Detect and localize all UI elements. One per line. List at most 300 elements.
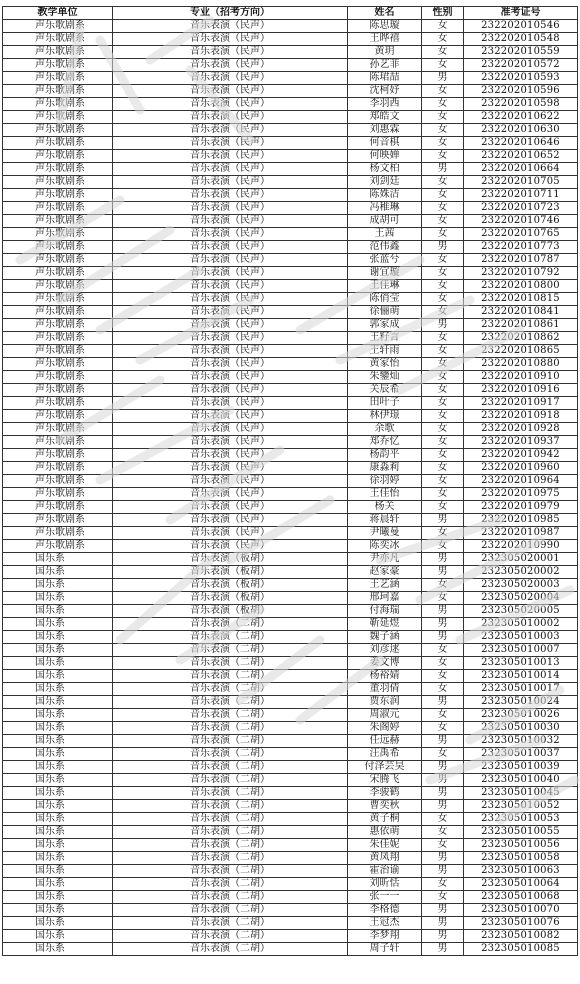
unit-cell: 声乐歌剧系	[3, 176, 113, 189]
exam-number-cell: 232202010711	[464, 189, 578, 202]
name-cell: 靳延煜	[348, 618, 422, 631]
exam-number-cell: 232202010990	[464, 540, 578, 553]
name-cell: 魏子涵	[348, 631, 422, 644]
major-cell: 音乐表演（民声）	[113, 20, 348, 33]
major-cell: 音乐表演（二胡）	[113, 657, 348, 670]
unit-cell: 声乐歌剧系	[3, 475, 113, 488]
unit-cell: 声乐歌剧系	[3, 72, 113, 85]
unit-cell: 国乐系	[3, 865, 113, 878]
table-row	[3, 137, 578, 150]
gender-cell: 男	[422, 774, 464, 787]
unit-cell: 声乐歌剧系	[3, 98, 113, 111]
major-cell: 音乐表演（板胡）	[113, 579, 348, 592]
unit-cell: 声乐歌剧系	[3, 241, 113, 254]
unit-cell: 声乐歌剧系	[3, 501, 113, 514]
table-row	[3, 46, 578, 59]
exam-number-cell: 232202010942	[464, 449, 578, 462]
unit-cell: 声乐歌剧系	[3, 254, 113, 267]
name-cell: 何音棋	[348, 137, 422, 150]
name-cell: 宋腾飞	[348, 774, 422, 787]
major-cell: 音乐表演（二胡）	[113, 904, 348, 917]
exam-number-cell: 232305010063	[464, 865, 578, 878]
unit-cell: 国乐系	[3, 644, 113, 657]
table-row	[3, 670, 578, 683]
name-cell: 尹曦曼	[348, 527, 422, 540]
unit-cell: 国乐系	[3, 800, 113, 813]
exam-number-cell: 232305010082	[464, 930, 578, 943]
table-row	[3, 917, 578, 930]
exam-number-cell: 232305010064	[464, 878, 578, 891]
unit-cell: 国乐系	[3, 735, 113, 748]
table-row	[3, 709, 578, 722]
name-cell: 周子轩	[348, 943, 422, 956]
table-row	[3, 189, 578, 202]
exam-number-cell: 232202010598	[464, 98, 578, 111]
major-cell: 音乐表演（民声）	[113, 514, 348, 527]
table-row	[3, 865, 578, 878]
gender-cell: 女	[422, 826, 464, 839]
major-cell: 音乐表演（二胡）	[113, 644, 348, 657]
unit-cell: 国乐系	[3, 592, 113, 605]
major-cell: 音乐表演（二胡）	[113, 852, 348, 865]
major-cell: 音乐表演（二胡）	[113, 735, 348, 748]
unit-cell: 国乐系	[3, 891, 113, 904]
gender-cell: 女	[422, 137, 464, 150]
unit-cell: 声乐歌剧系	[3, 280, 113, 293]
name-cell: 郭家成	[348, 319, 422, 332]
unit-cell: 声乐歌剧系	[3, 202, 113, 215]
name-cell: 李骏鹤	[348, 787, 422, 800]
table-row	[3, 33, 578, 46]
name-cell: 李羽西	[348, 98, 422, 111]
name-cell: 姜文博	[348, 657, 422, 670]
table-body	[3, 20, 578, 956]
unit-cell: 国乐系	[3, 657, 113, 670]
exam-number-cell: 232305010085	[464, 943, 578, 956]
unit-cell: 声乐歌剧系	[3, 436, 113, 449]
exam-number-cell: 232305010017	[464, 683, 578, 696]
major-cell: 音乐表演（民声）	[113, 59, 348, 72]
major-cell: 音乐表演（民声）	[113, 189, 348, 202]
table-row	[3, 150, 578, 163]
table-row	[3, 397, 578, 410]
table-row	[3, 514, 578, 527]
gender-cell: 男	[422, 735, 464, 748]
unit-cell: 声乐歌剧系	[3, 384, 113, 397]
exam-number-cell: 232202010862	[464, 332, 578, 345]
name-cell: 陈奕冰	[348, 540, 422, 553]
major-cell: 音乐表演（二胡）	[113, 800, 348, 813]
major-cell: 音乐表演（二胡）	[113, 618, 348, 631]
gender-cell: 女	[422, 189, 464, 202]
exam-number-cell: 232305020004	[464, 592, 578, 605]
major-cell: 音乐表演（民声）	[113, 46, 348, 59]
gender-cell: 女	[422, 215, 464, 228]
name-cell: 尹亦凡	[348, 553, 422, 566]
table-row	[3, 930, 578, 943]
unit-cell: 国乐系	[3, 852, 113, 865]
major-cell: 音乐表演（板胡）	[113, 566, 348, 579]
table-row	[3, 774, 578, 787]
major-cell: 音乐表演（二胡）	[113, 709, 348, 722]
exam-number-cell: 232305010002	[464, 618, 578, 631]
major-cell: 音乐表演（二胡）	[113, 670, 348, 683]
unit-cell: 国乐系	[3, 930, 113, 943]
exam-number-cell: 232202010559	[464, 46, 578, 59]
name-cell: 范伟鑫	[348, 241, 422, 254]
name-cell: 王冠杰	[348, 917, 422, 930]
major-cell: 音乐表演（民声）	[113, 306, 348, 319]
table-row	[3, 800, 578, 813]
gender-cell: 女	[422, 410, 464, 423]
table-row	[3, 748, 578, 761]
major-cell: 音乐表演（民声）	[113, 358, 348, 371]
table-row	[3, 761, 578, 774]
name-cell: 陈珺喆	[348, 72, 422, 85]
name-cell: 林伊璟	[348, 410, 422, 423]
gender-cell: 女	[422, 527, 464, 540]
table-row	[3, 878, 578, 891]
table-row	[3, 228, 578, 241]
major-cell: 音乐表演（民声）	[113, 241, 348, 254]
gender-cell: 男	[422, 566, 464, 579]
gender-cell: 男	[422, 917, 464, 930]
table-row	[3, 657, 578, 670]
table-row	[3, 553, 578, 566]
table-row	[3, 215, 578, 228]
major-cell: 音乐表演（民声）	[113, 254, 348, 267]
name-cell: 何映婵	[348, 150, 422, 163]
exam-number-cell: 232202010792	[464, 267, 578, 280]
gender-cell: 女	[422, 670, 464, 683]
table-row	[3, 501, 578, 514]
unit-cell: 声乐歌剧系	[3, 46, 113, 59]
name-cell: 黄家怡	[348, 358, 422, 371]
gender-cell: 女	[422, 280, 464, 293]
major-cell: 音乐表演（二胡）	[113, 839, 348, 852]
gender-cell: 女	[422, 501, 464, 514]
unit-cell: 声乐歌剧系	[3, 306, 113, 319]
table-row	[3, 72, 578, 85]
exam-number-cell: 232305010032	[464, 735, 578, 748]
major-cell: 音乐表演（民声）	[113, 527, 348, 540]
name-cell: 黄玥	[348, 46, 422, 59]
unit-cell: 国乐系	[3, 696, 113, 709]
exam-number-cell: 232305010045	[464, 787, 578, 800]
table-row	[3, 436, 578, 449]
name-cell: 杨韵平	[348, 449, 422, 462]
exam-number-cell: 232202010918	[464, 410, 578, 423]
exam-number-cell: 232202010622	[464, 111, 578, 124]
name-cell: 王晔禧	[348, 33, 422, 46]
gender-cell: 女	[422, 150, 464, 163]
name-cell: 赵家豪	[348, 566, 422, 579]
exam-number-cell: 232202010865	[464, 345, 578, 358]
unit-cell: 国乐系	[3, 761, 113, 774]
table-row	[3, 631, 578, 644]
exam-number-cell: 232305020001	[464, 553, 578, 566]
major-cell: 音乐表演（民声）	[113, 150, 348, 163]
name-cell: 关辰希	[348, 384, 422, 397]
gender-cell: 女	[422, 384, 464, 397]
exam-number-cell: 232202010880	[464, 358, 578, 371]
major-cell: 音乐表演（二胡）	[113, 917, 348, 930]
exam-number-cell: 232305010026	[464, 709, 578, 722]
exam-number-cell: 232202010705	[464, 176, 578, 189]
name-cell: 付海瑞	[348, 605, 422, 618]
major-cell: 音乐表演（二胡）	[113, 761, 348, 774]
unit-cell: 国乐系	[3, 748, 113, 761]
name-cell: 杨关	[348, 501, 422, 514]
unit-cell: 声乐歌剧系	[3, 215, 113, 228]
major-cell: 音乐表演（民声）	[113, 228, 348, 241]
unit-cell: 国乐系	[3, 774, 113, 787]
table-row	[3, 605, 578, 618]
name-cell: 李梦翔	[348, 930, 422, 943]
unit-cell: 声乐歌剧系	[3, 59, 113, 72]
major-cell: 音乐表演（民声）	[113, 436, 348, 449]
exam-number-cell: 232202010861	[464, 319, 578, 332]
gender-cell: 女	[422, 293, 464, 306]
name-cell: 霍治谕	[348, 865, 422, 878]
exam-number-cell: 232305010068	[464, 891, 578, 904]
name-cell: 刘惠霖	[348, 124, 422, 137]
unit-cell: 国乐系	[3, 943, 113, 956]
exam-number-cell: 232202010841	[464, 306, 578, 319]
unit-cell: 国乐系	[3, 787, 113, 800]
major-cell: 音乐表演（民声）	[113, 371, 348, 384]
name-cell: 贾东润	[348, 696, 422, 709]
name-cell: 杨裕婧	[348, 670, 422, 683]
unit-cell: 声乐歌剧系	[3, 488, 113, 501]
header-name: 姓名	[348, 7, 422, 20]
major-cell: 音乐表演（民声）	[113, 202, 348, 215]
gender-cell: 男	[422, 800, 464, 813]
unit-cell: 国乐系	[3, 722, 113, 735]
exam-number-cell: 232202010548	[464, 33, 578, 46]
unit-cell: 国乐系	[3, 709, 113, 722]
gender-cell: 男	[422, 787, 464, 800]
major-cell: 音乐表演（民声）	[113, 384, 348, 397]
name-cell: 郑皓文	[348, 111, 422, 124]
gender-cell: 女	[422, 839, 464, 852]
gender-cell: 女	[422, 748, 464, 761]
exam-number-cell: 232202010773	[464, 241, 578, 254]
exam-number-cell: 232202010815	[464, 293, 578, 306]
major-cell: 音乐表演（民声）	[113, 345, 348, 358]
name-cell: 付泽芸昊	[348, 761, 422, 774]
major-cell: 音乐表演（二胡）	[113, 696, 348, 709]
table-row	[3, 423, 578, 436]
name-cell: 孙艺菲	[348, 59, 422, 72]
table-row	[3, 449, 578, 462]
major-cell: 音乐表演（民声）	[113, 475, 348, 488]
gender-cell: 女	[422, 332, 464, 345]
gender-cell: 男	[422, 605, 464, 618]
gender-cell: 女	[422, 345, 464, 358]
table-row	[3, 904, 578, 917]
name-cell: 张蓝兮	[348, 254, 422, 267]
unit-cell: 声乐歌剧系	[3, 20, 113, 33]
major-cell: 音乐表演（民声）	[113, 137, 348, 150]
major-cell: 音乐表演（民声）	[113, 462, 348, 475]
unit-cell: 声乐歌剧系	[3, 163, 113, 176]
exam-number-cell: 232305010039	[464, 761, 578, 774]
unit-cell: 声乐歌剧系	[3, 124, 113, 137]
admission-list	[2, 6, 577, 956]
exam-number-cell: 232305010056	[464, 839, 578, 852]
name-cell: 周淑元	[348, 709, 422, 722]
gender-cell: 男	[422, 72, 464, 85]
table-row	[3, 696, 578, 709]
unit-cell: 国乐系	[3, 553, 113, 566]
table-row	[3, 410, 578, 423]
gender-cell: 女	[422, 46, 464, 59]
table-row	[3, 85, 578, 98]
name-cell: 谢宜璇	[348, 267, 422, 280]
unit-cell: 国乐系	[3, 904, 113, 917]
name-cell: 朱阁婷	[348, 722, 422, 735]
table-row	[3, 527, 578, 540]
table-row	[3, 124, 578, 137]
gender-cell: 男	[422, 865, 464, 878]
unit-cell: 国乐系	[3, 579, 113, 592]
exam-number-cell: 232305010024	[464, 696, 578, 709]
table-row	[3, 943, 578, 956]
table-row	[3, 618, 578, 631]
table-row	[3, 683, 578, 696]
exam-number-cell: 232202010917	[464, 397, 578, 410]
gender-cell: 女	[422, 254, 464, 267]
exam-number-cell: 232202010985	[464, 514, 578, 527]
gender-cell: 男	[422, 319, 464, 332]
unit-cell: 国乐系	[3, 839, 113, 852]
name-cell: 王佳怡	[348, 488, 422, 501]
major-cell: 音乐表演（民声）	[113, 423, 348, 436]
name-cell: 陈俏莹	[348, 293, 422, 306]
name-cell: 任远赫	[348, 735, 422, 748]
major-cell: 音乐表演（二胡）	[113, 865, 348, 878]
gender-cell: 男	[422, 943, 464, 956]
unit-cell: 声乐歌剧系	[3, 397, 113, 410]
exam-number-cell: 232202010765	[464, 228, 578, 241]
major-cell: 音乐表演（二胡）	[113, 722, 348, 735]
name-cell: 汪禹希	[348, 748, 422, 761]
major-cell: 音乐表演（二胡）	[113, 826, 348, 839]
name-cell: 沈柯妤	[348, 85, 422, 98]
gender-cell: 男	[422, 696, 464, 709]
name-cell: 刘昕恬	[348, 878, 422, 891]
gender-cell: 女	[422, 358, 464, 371]
table-row	[3, 254, 578, 267]
major-cell: 音乐表演（民声）	[113, 176, 348, 189]
major-cell: 音乐表演（二胡）	[113, 631, 348, 644]
exam-number-cell: 232202010572	[464, 59, 578, 72]
exam-number-cell: 232305010030	[464, 722, 578, 735]
major-cell: 音乐表演（民声）	[113, 280, 348, 293]
exam-number-cell: 232202010910	[464, 371, 578, 384]
table-row	[3, 826, 578, 839]
name-cell: 康淼莉	[348, 462, 422, 475]
major-cell: 音乐表演（民声）	[113, 488, 348, 501]
unit-cell: 声乐歌剧系	[3, 293, 113, 306]
name-cell: 杨文柏	[348, 163, 422, 176]
unit-cell: 声乐歌剧系	[3, 514, 113, 527]
exam-number-cell: 232305010055	[464, 826, 578, 839]
exam-number-cell: 232202010916	[464, 384, 578, 397]
unit-cell: 声乐歌剧系	[3, 540, 113, 553]
major-cell: 音乐表演（民声）	[113, 111, 348, 124]
exam-number-cell: 232202010652	[464, 150, 578, 163]
table-row	[3, 358, 578, 371]
gender-cell: 女	[422, 436, 464, 449]
table-row	[3, 566, 578, 579]
name-cell: 朱鑾灿	[348, 371, 422, 384]
gender-cell: 男	[422, 930, 464, 943]
gender-cell: 女	[422, 813, 464, 826]
major-cell: 音乐表演（民声）	[113, 267, 348, 280]
exam-number-cell: 232202010800	[464, 280, 578, 293]
gender-cell: 女	[422, 124, 464, 137]
gender-cell: 女	[422, 449, 464, 462]
major-cell: 音乐表演（民声）	[113, 215, 348, 228]
major-cell: 音乐表演（民声）	[113, 540, 348, 553]
gender-cell: 女	[422, 462, 464, 475]
major-cell: 音乐表演（二胡）	[113, 787, 348, 800]
gender-cell: 女	[422, 540, 464, 553]
gender-cell: 女	[422, 423, 464, 436]
table-row	[3, 644, 578, 657]
exam-number-cell: 232202010964	[464, 475, 578, 488]
results-table	[2, 6, 578, 956]
table-row	[3, 540, 578, 553]
unit-cell: 声乐歌剧系	[3, 189, 113, 202]
gender-cell: 女	[422, 891, 464, 904]
exam-number-cell: 232305010007	[464, 644, 578, 657]
name-cell: 王艺涵	[348, 579, 422, 592]
name-cell: 田叶子	[348, 397, 422, 410]
table-row	[3, 98, 578, 111]
gender-cell: 女	[422, 85, 464, 98]
exam-number-cell: 232305010003	[464, 631, 578, 644]
major-cell: 音乐表演（民声）	[113, 410, 348, 423]
table-row	[3, 891, 578, 904]
gender-cell: 男	[422, 852, 464, 865]
exam-number-cell: 232202010937	[464, 436, 578, 449]
name-cell: 朱佳妮	[348, 839, 422, 852]
name-cell: 惠依萌	[348, 826, 422, 839]
gender-cell: 女	[422, 579, 464, 592]
exam-number-cell: 232305020002	[464, 566, 578, 579]
name-cell: 王籽言	[348, 332, 422, 345]
name-cell: 王佳琳	[348, 280, 422, 293]
major-cell: 音乐表演（二胡）	[113, 891, 348, 904]
name-cell: 李格德	[348, 904, 422, 917]
unit-cell: 声乐歌剧系	[3, 358, 113, 371]
table-row	[3, 176, 578, 189]
header-unit: 教学单位	[3, 7, 113, 20]
table-row	[3, 462, 578, 475]
name-cell: 曹奕秋	[348, 800, 422, 813]
gender-cell: 女	[422, 306, 464, 319]
name-cell: 王轩雨	[348, 345, 422, 358]
major-cell: 音乐表演（二胡）	[113, 943, 348, 956]
unit-cell: 声乐歌剧系	[3, 332, 113, 345]
name-cell: 邢珂嘉	[348, 592, 422, 605]
table-row	[3, 306, 578, 319]
name-cell: 成胡可	[348, 215, 422, 228]
major-cell: 音乐表演（民声）	[113, 163, 348, 176]
